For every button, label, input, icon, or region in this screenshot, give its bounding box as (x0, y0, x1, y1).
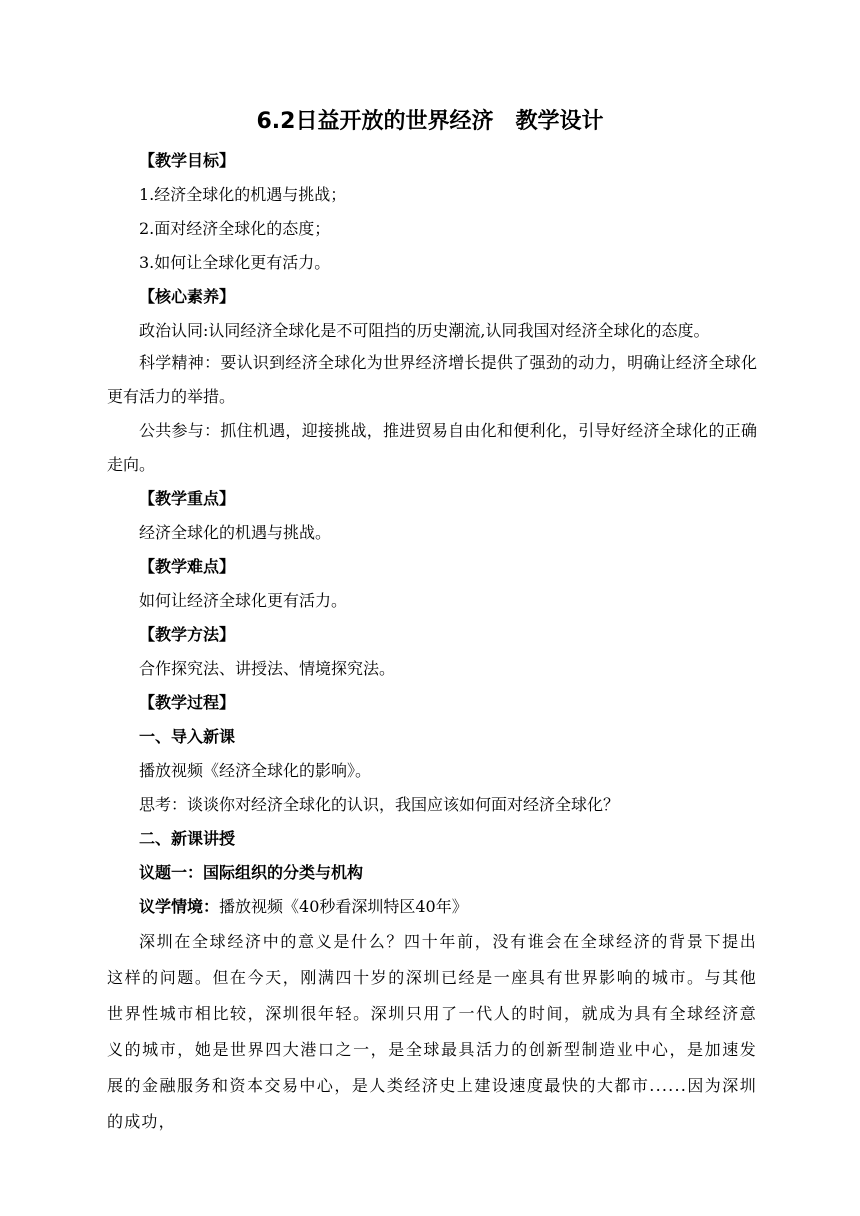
section-2-heading: 二、新课讲授 (139, 829, 236, 848)
think-question: 思考：谈谈你对经济全球化的认识，我国应该如何面对经济全球化？ (139, 795, 620, 814)
key-point-text: 经济全球化的机遇与挑战。 (139, 523, 332, 542)
intro-video-text: 播放视频《经济全球化的影响》。 (139, 761, 372, 780)
scenario-label: 议学情境： (139, 897, 220, 916)
objective-item-2: 2.面对经济全球化的态度； (139, 219, 331, 238)
method-heading: 【教学方法】 (139, 625, 236, 644)
key-point-heading: 【教学重点】 (139, 489, 236, 508)
literacy-heading: 【核心素养】 (139, 287, 236, 306)
shenzhen-paragraph: 深圳在全球经济中的意义是什么？四十年前，没有谁会在全球经济的背景下提出这样的问题。但在今天，刚满四十岁的深圳已经是一座具有世界影响的城市。与其他世界性城市相比较，深圳很年轻。深圳只用了一代人的时间，就成为具有全球经济意义的城市，她是世界四大港口之一，是全球最具活力的创新型制造业中心，是加速发展的金融服务和资本交易中心，是人类经济史上建设速度最快的大都市......因为深圳的成功， (107, 932, 757, 1131)
objectives-heading: 【教学目标】 (139, 151, 236, 170)
topic-1-heading: 议题一：国际组织的分类与机构 (139, 863, 364, 882)
section-1-heading: 一、导入新课 (139, 727, 236, 746)
method-text: 合作探究法、讲授法、情境探究法。 (139, 659, 396, 678)
scenario-line (139, 896, 468, 918)
difficulty-text: 如何让经济全球化更有活力。 (139, 591, 348, 610)
process-heading: 【教学过程】 (139, 693, 236, 712)
document-title: 6.2日益开放的世界经济 教学设计 (256, 109, 604, 134)
difficulty-heading: 【教学难点】 (139, 557, 236, 576)
literacy-political: 政治认同:认同经济全球化是不可阻挡的历史潮流,认同我国对经济全球化的态度。 (139, 321, 710, 340)
objective-item-3: 3.如何让全球化更有活力。 (139, 253, 331, 272)
objective-item-1: 1.经济全球化的机遇与挑战； (139, 185, 347, 204)
literacy-science: 科学精神：要认识到经济全球化为世界经济增长提供了强劲的动力，明确让经济全球化更有活力的举措。 (107, 353, 757, 406)
literacy-public: 公共参与：抓住机遇，迎接挑战，推进贸易自由化和便利化，引导好经济全球化的正确走向。 (107, 421, 757, 474)
scenario-text: 播放视频《40秒看深圳特区40年》 (219, 897, 468, 916)
